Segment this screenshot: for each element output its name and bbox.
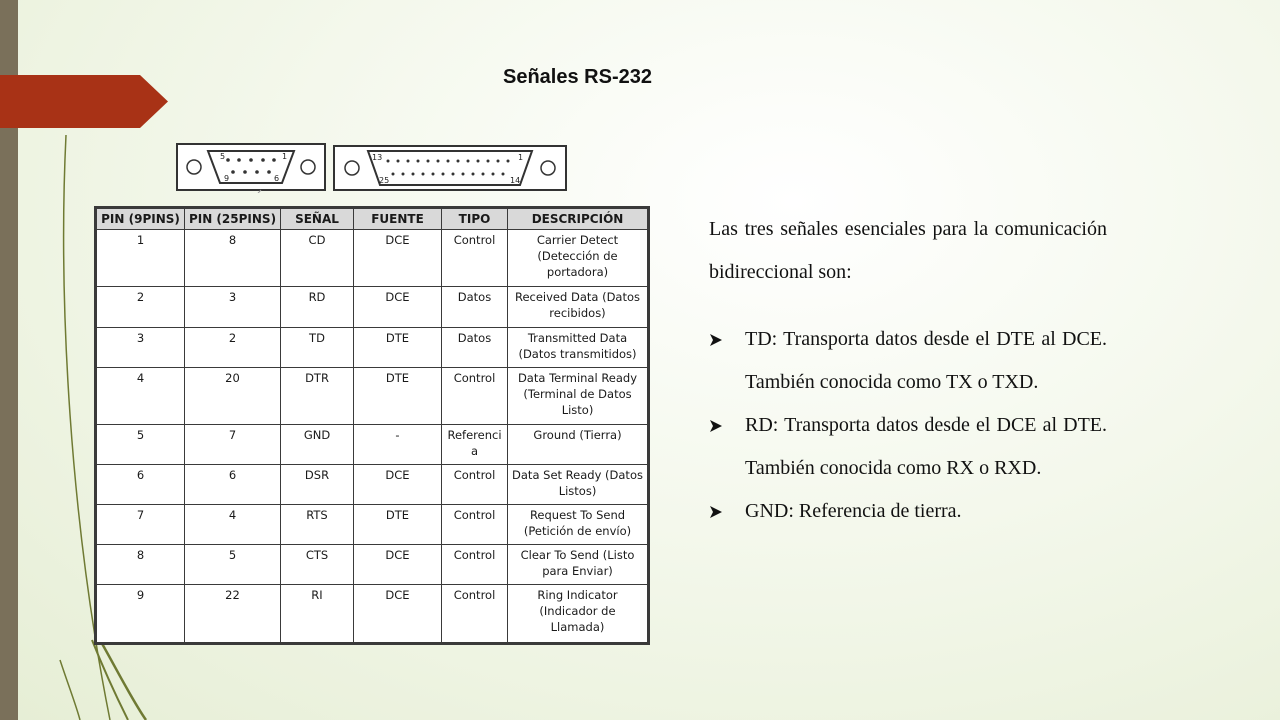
- main-content: [709, 208, 1107, 533]
- bullet-text: TD: Transporta datos desde el DTE al DCE. También conocida como TX o TXD.: [745, 328, 1107, 393]
- table-cell-type: Control: [442, 585, 508, 644]
- db25-connector: [334, 146, 566, 190]
- header-pin9: PIN (9PINS): [96, 208, 185, 230]
- table-cell-desc: Clear To Send (Listo para Enviar): [508, 545, 649, 585]
- table-row: [96, 287, 649, 327]
- table-cell-desc: Data Terminal Ready (Terminal de Datos Listo): [508, 367, 649, 424]
- table-cell-source: DTE: [354, 327, 442, 367]
- table-cell-pin9: 9: [96, 585, 185, 644]
- table-row: [96, 327, 649, 367]
- table-cell-desc: Ring Indicator (Indicador de Llamada): [508, 585, 649, 644]
- db9-label-top-right: 1: [282, 152, 288, 161]
- bullet-text: RD: Transporta datos desde el DCE al DTE. También conocida como RX o RXD.: [745, 414, 1107, 479]
- table-cell-source: -: [354, 425, 442, 465]
- table-cell-type: Control: [442, 505, 508, 545]
- table-header-row: [96, 208, 649, 230]
- db25-label-top-left: 13: [372, 153, 383, 162]
- table-cell-pin25: 2: [185, 327, 281, 367]
- table-cell-pin9: 1: [96, 230, 185, 287]
- bullet-gnd: [709, 490, 1107, 533]
- table-cell-signal: TD: [281, 327, 354, 367]
- table-cell-signal: RTS: [281, 505, 354, 545]
- table-cell-desc: Request To Send (Petición de envío): [508, 505, 649, 545]
- table-body: [96, 230, 649, 644]
- table-row: [96, 545, 649, 585]
- arrow-bullet-icon: [709, 505, 723, 519]
- header-description: DESCRIPCIÓN: [508, 208, 649, 230]
- table-cell-pin9: 4: [96, 367, 185, 424]
- table-cell-pin9: 5: [96, 425, 185, 465]
- db25-label-bottom-right: 14: [510, 176, 521, 185]
- slide-title: Señales RS-232: [503, 66, 652, 88]
- table-cell-desc: Received Data (Datos recibidos): [508, 287, 649, 327]
- bullet-td: [709, 318, 1107, 404]
- table-cell-pin25: 5: [185, 545, 281, 585]
- table-cell-source: DTE: [354, 367, 442, 424]
- header-pin25: PIN (25PINS): [185, 208, 281, 230]
- table-cell-type: Datos: [442, 287, 508, 327]
- table-cell-signal: CD: [281, 230, 354, 287]
- table-row: [96, 585, 649, 644]
- table-cell-pin9: 2: [96, 287, 185, 327]
- table-cell-source: DTE: [354, 505, 442, 545]
- table-cell-signal: DSR: [281, 465, 354, 505]
- header-type: TIPO: [442, 208, 508, 230]
- table-cell-pin25: 8: [185, 230, 281, 287]
- db9-connector: [177, 144, 325, 190]
- connector-diagram: [176, 141, 568, 193]
- table-cell-desc: Ground (Tierra): [508, 425, 649, 465]
- table-cell-source: DCE: [354, 585, 442, 644]
- table-cell-type: Datos: [442, 327, 508, 367]
- db25-label-bottom-left: 25: [379, 176, 390, 185]
- table-cell-type: Referenci a: [442, 425, 508, 465]
- table-cell-signal: RI: [281, 585, 354, 644]
- table-cell-signal: RD: [281, 287, 354, 327]
- table-cell-source: DCE: [354, 287, 442, 327]
- table-cell-source: DCE: [354, 545, 442, 585]
- table-cell-type: Control: [442, 465, 508, 505]
- table-cell-pin25: 3: [185, 287, 281, 327]
- table-cell-desc: Data Set Ready (Datos Listos): [508, 465, 649, 505]
- table-cell-pin9: 7: [96, 505, 185, 545]
- table-cell-pin25: 4: [185, 505, 281, 545]
- table-row: [96, 465, 649, 505]
- bullet-text: GND: Referencia de tierra.: [745, 500, 962, 522]
- arrow-bullet-icon: [709, 333, 723, 347]
- table-cell-type: Control: [442, 367, 508, 424]
- header-signal: SEÑAL: [281, 208, 354, 230]
- db9-label-bottom-left: 9: [224, 174, 230, 183]
- table-cell-signal: DTR: [281, 367, 354, 424]
- table-cell-signal: GND: [281, 425, 354, 465]
- arrow-bullet-icon: [709, 419, 723, 433]
- table-cell-pin25: 7: [185, 425, 281, 465]
- table-cell-pin9: 8: [96, 545, 185, 585]
- table-cell-pin25: 20: [185, 367, 281, 424]
- db25-label-top-right: 1: [518, 153, 524, 162]
- table-row: [96, 230, 649, 287]
- table-cell-signal: CTS: [281, 545, 354, 585]
- table-cell-pin25: 6: [185, 465, 281, 505]
- bullet-list: [709, 318, 1107, 533]
- db9-label-bottom-right: 6: [274, 174, 280, 183]
- table-row: [96, 505, 649, 545]
- table-row: [96, 425, 649, 465]
- header-source: FUENTE: [354, 208, 442, 230]
- table-row: [96, 367, 649, 424]
- title-ribbon: [0, 75, 168, 128]
- db9-label-top-left: 5: [220, 152, 226, 161]
- table-cell-source: DCE: [354, 230, 442, 287]
- table-cell-type: Control: [442, 545, 508, 585]
- table-cell-pin25: 22: [185, 585, 281, 644]
- table-cell-pin9: 3: [96, 327, 185, 367]
- table-cell-pin9: 6: [96, 465, 185, 505]
- intro-paragraph: Las tres señales esenciales para la comunicación bidireccional son:: [709, 218, 1107, 283]
- table-cell-source: DCE: [354, 465, 442, 505]
- table-cell-desc: Carrier Detect (Detección de portadora): [508, 230, 649, 287]
- table-cell-type: Control: [442, 230, 508, 287]
- table-cell-desc: Transmitted Data (Datos transmitidos): [508, 327, 649, 367]
- bullet-rd: [709, 404, 1107, 490]
- rs232-pin-table: [94, 206, 650, 645]
